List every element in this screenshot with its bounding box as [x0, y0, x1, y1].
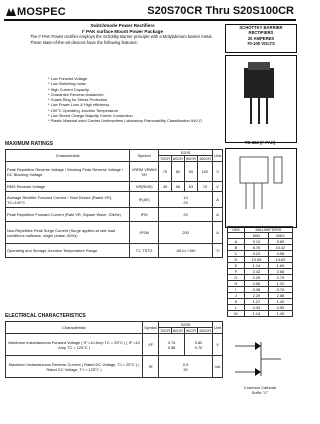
table-row: C 4.22 4.98	[228, 251, 293, 257]
intro-title-1: Switchmode Power Rectifiers	[90, 23, 155, 28]
table-row: Maximum Instantaneous Forward Voltage ( IF =10 Amp TC = 25°C ) ( IF =10 Amp TC = 125°C ) VF 0.75 0.58 0.80 0.70 V	[6, 334, 223, 356]
outline-drawing	[225, 148, 297, 228]
table-row: Non-Repetitive Peak Surge Current (Surge applied at rate load conditions halfwave, single phase, 60Hz) IFSM 200 A	[6, 222, 223, 244]
feature-item: * 150°C Operating Junction Temperature	[48, 107, 119, 113]
feature-item: * Plastic Material used Carries Underwriters Laboratory Flammability Classification 94V-O	[48, 118, 202, 124]
common-cathode-label: Common Cathode Suffix "C"	[243, 385, 277, 395]
table-row: Peak Repetitive Forward Current (Rate VR, Square Wave, 20kHz) IFM 20 A	[6, 208, 223, 222]
table-row: G 2.29 2.79	[228, 275, 293, 281]
max-ratings-title: MAXIMUM RATINGS	[5, 141, 53, 147]
intro-title-2: I² PAK surface Mount Power Package	[81, 28, 164, 34]
dimensions-table: DIM MILLIMETERS MIN MAX A 9.12 9.80 B 8.76 10.42 C 4.22 4.98 D 13.06 14.62 E 1.14 1.60 F 2.42 2.66 G 2.29 2.79 H 0.56 1.20 I 0.38 0.70 J 2.29 2.88 K 1.27 1.40 L 0.33 0.55 M 1.14 1.40	[227, 226, 293, 317]
table-row: E 1.14 1.60	[228, 263, 293, 269]
product-summary-box: SCHOTTKY BARRIER RECTIFIERS 20 AMPERES 70-100 VOLTS	[225, 24, 297, 53]
feature-item: * Low Power Loss & High efficiency.	[48, 102, 110, 108]
table-row: A 9.12 9.80	[228, 239, 293, 245]
feature-item: * High Current Capacity.	[48, 86, 90, 92]
table-row: Average Rectifier Forward Current / Total Device (Rated VR), TC=100°C IF(AV) 10 20 A	[6, 192, 223, 208]
table-row: F 2.42 2.66	[228, 269, 293, 275]
intro-block	[30, 23, 215, 45]
table-row: RMS Reverse Voltage VR(RMS) 49 56 63 70 V	[6, 182, 223, 192]
feature-item: * Guard-Ring for Stress Protection.	[48, 97, 109, 103]
table-row: Maximum Instantaneous Reverse Current ( Rated DC Voltage, TJ = 25°C ) ( Rated DC Voltage, TJ = 125°C ) IR 0.5 30 mA	[6, 356, 223, 378]
elec-char-title: ELECTRICAL CHARACTERISTICS	[5, 313, 86, 319]
feature-item: * Low Stored Charge Majority Carrier Conduction.	[48, 113, 134, 119]
diode-schematic-icon	[225, 334, 295, 384]
feature-item: * Guarantee Reverse Avalanche.	[48, 91, 105, 97]
header-rule	[4, 19, 296, 21]
table-row: M 1.14 1.40	[228, 311, 293, 317]
intro-body: The I² PAK Power rectifier employs the Schottky Barrier principle with a Molybdenum barrier metal. These state-of-the-art devices have the following features:	[30, 34, 213, 45]
outline-dimension-icon	[226, 149, 296, 227]
table-row: H 0.56 1.20	[228, 281, 293, 287]
elec-char-table: Characteristic Symbol S20S Unit 70CR 80CR 90CR 100CR Maximum Instantaneous Forward Voltage ( IF =10 Amp TC = 25°C ) ( IF =10 Amp TC = 125°C ) VF 0.75 0.58 0.80 0.70 V Maximum Instantaneous Reverse Current ( Rated DC Voltage, TJ = 25°C ) ( Rated DC Voltage, TJ = 125°C ) IR 0.5 30 mA	[5, 321, 223, 378]
feature-list	[48, 76, 218, 124]
part-range: S20S70CR Thru S20S100CR	[147, 5, 294, 17]
table-row: Operating and Storage Junction Temperature Range TJ, TSTG -65 to +150 °C	[6, 244, 223, 258]
logo-mark-icon	[6, 8, 16, 16]
table-row: L 0.33 0.55	[228, 305, 293, 311]
table-row: I 0.38 0.70	[228, 287, 293, 293]
feature-item: * Low Switching noise.	[48, 81, 87, 87]
table-row: B 8.76 10.42	[228, 245, 293, 251]
table-row: Peak Repetitive Reverse Voltage / Working Peak Reverse Voltage / DC Blocking Voltage VRRM VRWM VR 70 80 90 100 V	[6, 162, 223, 182]
package-drawing	[225, 55, 297, 143]
to262-package-icon	[226, 56, 296, 142]
brand-logo: MOSPEC	[6, 6, 66, 18]
feature-item: * Low Forward Voltage.	[48, 76, 89, 81]
max-ratings-table: Characteristic Symbol S20S Unit 70CR 80CR 90CR 100CR Peak Repetitive Reverse Voltage / Working Peak Reverse Voltage / DC Blocking Voltage VRRM VRWM VR 70 80 90 100 V RMS Reverse Voltage VR(RMS) 49 56 63 70 V Average Rectifier Forward Current / Total Device (Rated VR), TC=100°C IF(AV) 10 20 A Peak Repetitive Forward Current (Rate VR, Square Wave, 20kHz) IFM 20 A Non-Repetitive Peak Surge Current (Surge applied at rate load conditions halfwave, single phase, 60Hz) IFSM 200 A Operating and Storage Junction Temperature Range TJ, TSTG -65 to +150 °C	[5, 149, 223, 258]
table-row: J 2.29 2.88	[228, 293, 293, 299]
common-cathode-schematic	[225, 334, 295, 384]
table-row: K 1.27 1.40	[228, 299, 293, 305]
table-row: D 13.06 14.62	[228, 257, 293, 263]
package-label: TO-262 (I²-PAK)	[244, 140, 276, 145]
